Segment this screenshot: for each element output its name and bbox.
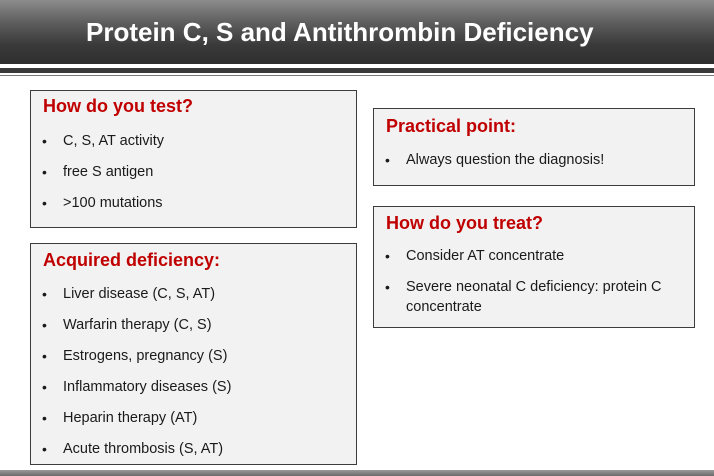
title-divider-thin xyxy=(0,75,714,76)
list-item-text: Always question the diagnosis! xyxy=(406,152,605,168)
footer-bar xyxy=(0,470,714,476)
bullet-icon: • xyxy=(42,441,47,457)
list-item xyxy=(384,150,684,170)
bullet-icon: • xyxy=(42,379,47,395)
list-item-text: Liver disease (C, S, AT) xyxy=(63,286,216,302)
list-item-text: C, S, AT activity xyxy=(63,133,164,149)
slide-title: Protein C, S and Antithrombin Deficiency xyxy=(86,17,594,47)
treat-list xyxy=(384,246,684,317)
treat-box xyxy=(373,206,695,328)
bullet-icon: • xyxy=(42,348,47,364)
treat-box-heading: How do you treat? xyxy=(386,213,543,233)
list-item xyxy=(41,439,346,459)
list-item xyxy=(41,284,346,304)
title-divider-thick xyxy=(0,68,714,73)
list-item xyxy=(41,346,346,366)
list-item-text: Estrogens, pregnancy (S) xyxy=(63,348,228,364)
list-item xyxy=(41,315,346,335)
practical-box xyxy=(373,108,695,186)
acquired-box-heading: Acquired deficiency: xyxy=(43,250,221,270)
bullet-icon: • xyxy=(385,279,390,295)
list-item xyxy=(41,377,346,397)
list-item xyxy=(41,193,346,213)
practical-box-heading: Practical point: xyxy=(386,116,517,136)
list-item-text: Severe neonatal C deficiency: protein C concentrate xyxy=(406,279,662,315)
list-item xyxy=(384,246,684,266)
acquired-box xyxy=(30,243,357,465)
list-item xyxy=(41,408,346,428)
bullet-icon: • xyxy=(385,248,390,264)
test-box-heading: How do you test? xyxy=(43,96,193,116)
bullet-icon: • xyxy=(42,317,47,333)
test-box xyxy=(30,90,357,228)
acquired-list xyxy=(41,284,346,459)
list-item-text: free S antigen xyxy=(63,164,154,180)
list-item-text: Inflammatory diseases (S) xyxy=(63,379,232,395)
bullet-icon: • xyxy=(42,195,47,211)
list-item-text: Acute thrombosis (S, AT) xyxy=(63,441,224,457)
practical-list xyxy=(384,150,684,170)
title-bar xyxy=(0,0,714,64)
bullet-icon: • xyxy=(42,286,47,302)
bullet-icon: • xyxy=(42,164,47,180)
bullet-icon: • xyxy=(42,133,47,149)
test-list xyxy=(41,131,346,213)
list-item-text: Heparin therapy (AT) xyxy=(63,410,198,426)
list-item-text: >100 mutations xyxy=(63,195,163,211)
list-item xyxy=(384,277,684,317)
bullet-icon: • xyxy=(42,410,47,426)
list-item-text: Warfarin therapy (C, S) xyxy=(63,317,212,333)
list-item xyxy=(41,162,346,182)
list-item-text: Consider AT concentrate xyxy=(406,248,565,264)
bullet-icon: • xyxy=(385,152,390,168)
list-item xyxy=(41,131,346,151)
